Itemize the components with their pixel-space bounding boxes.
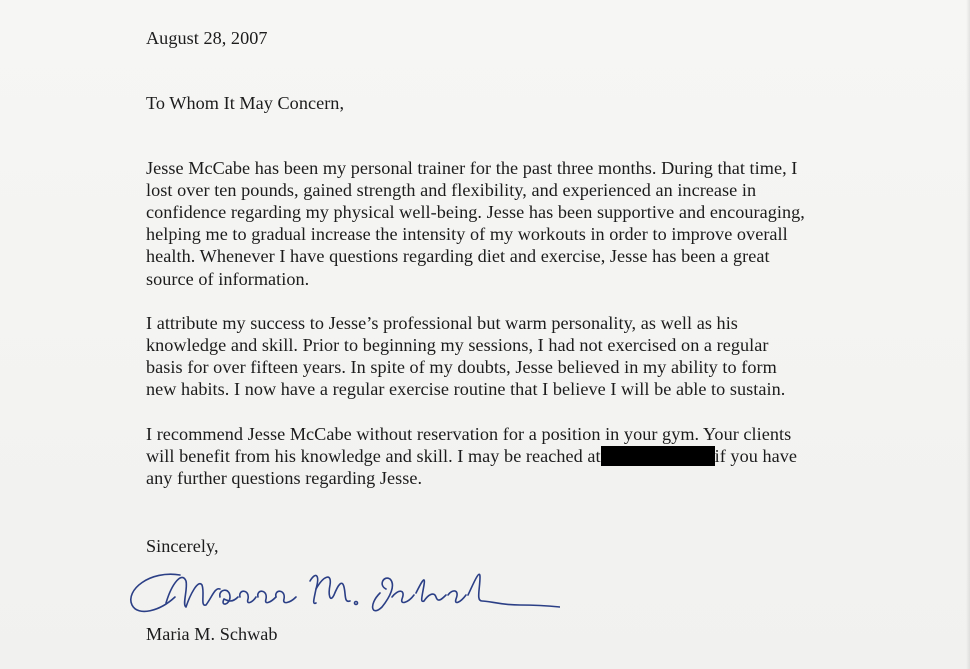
paragraph-2-line: basis for over fifteen years. In spite of my doubts, Jesse believed in my ability to form bbox=[146, 357, 777, 377]
paragraph-3-text-before-redaction: will benefit from his knowledge and skill. I may be reached at bbox=[146, 446, 601, 466]
paragraph-3-line: I recommend Jesse McCabe without reservation for a position in your gym. Your clients bbox=[146, 424, 792, 444]
closing: Sincerely, bbox=[146, 536, 219, 556]
paragraph-1-line: Jesse McCabe has been my personal trainer for the past three months. During that time, I bbox=[146, 158, 798, 178]
paragraph-2-line: knowledge and skill. Prior to beginning my sessions, I had not exercised on a regular bbox=[146, 335, 769, 355]
paragraph-1-line: helping me to gradual increase the intensity of my workouts in order to improve overall bbox=[146, 224, 788, 244]
paragraph-1-line: confidence regarding my physical well-being. Jesse has been supportive and encouraging, bbox=[146, 202, 805, 222]
paragraph-2-line: I attribute my success to Jesse’s professional but warm personality, as well as his bbox=[146, 313, 738, 333]
paragraph-1-line: lost over ten pounds, gained strength and flexibility, and experienced an increase in bbox=[146, 180, 757, 200]
paragraph-1-line: source of information. bbox=[146, 269, 310, 289]
redaction-bar bbox=[601, 446, 715, 466]
paragraph-3-line: any further questions regarding Jesse. bbox=[146, 468, 423, 488]
paragraph-2-line: new habits. I now have a regular exercise routine that I believe I will be able to sustain. bbox=[146, 379, 786, 399]
signer-name: Maria M. Schwab bbox=[146, 624, 278, 644]
letter-date: August 28, 2007 bbox=[146, 28, 268, 48]
letter-salutation: To Whom It May Concern, bbox=[146, 93, 345, 113]
page-edge-shadow bbox=[966, 0, 970, 669]
paragraph-3-line bbox=[146, 445, 797, 467]
paragraph-1-line: health. Whenever I have questions regarding diet and exercise, Jesse has been a great bbox=[146, 246, 770, 266]
paragraph-3-text-after-redaction: if you have bbox=[714, 446, 797, 466]
